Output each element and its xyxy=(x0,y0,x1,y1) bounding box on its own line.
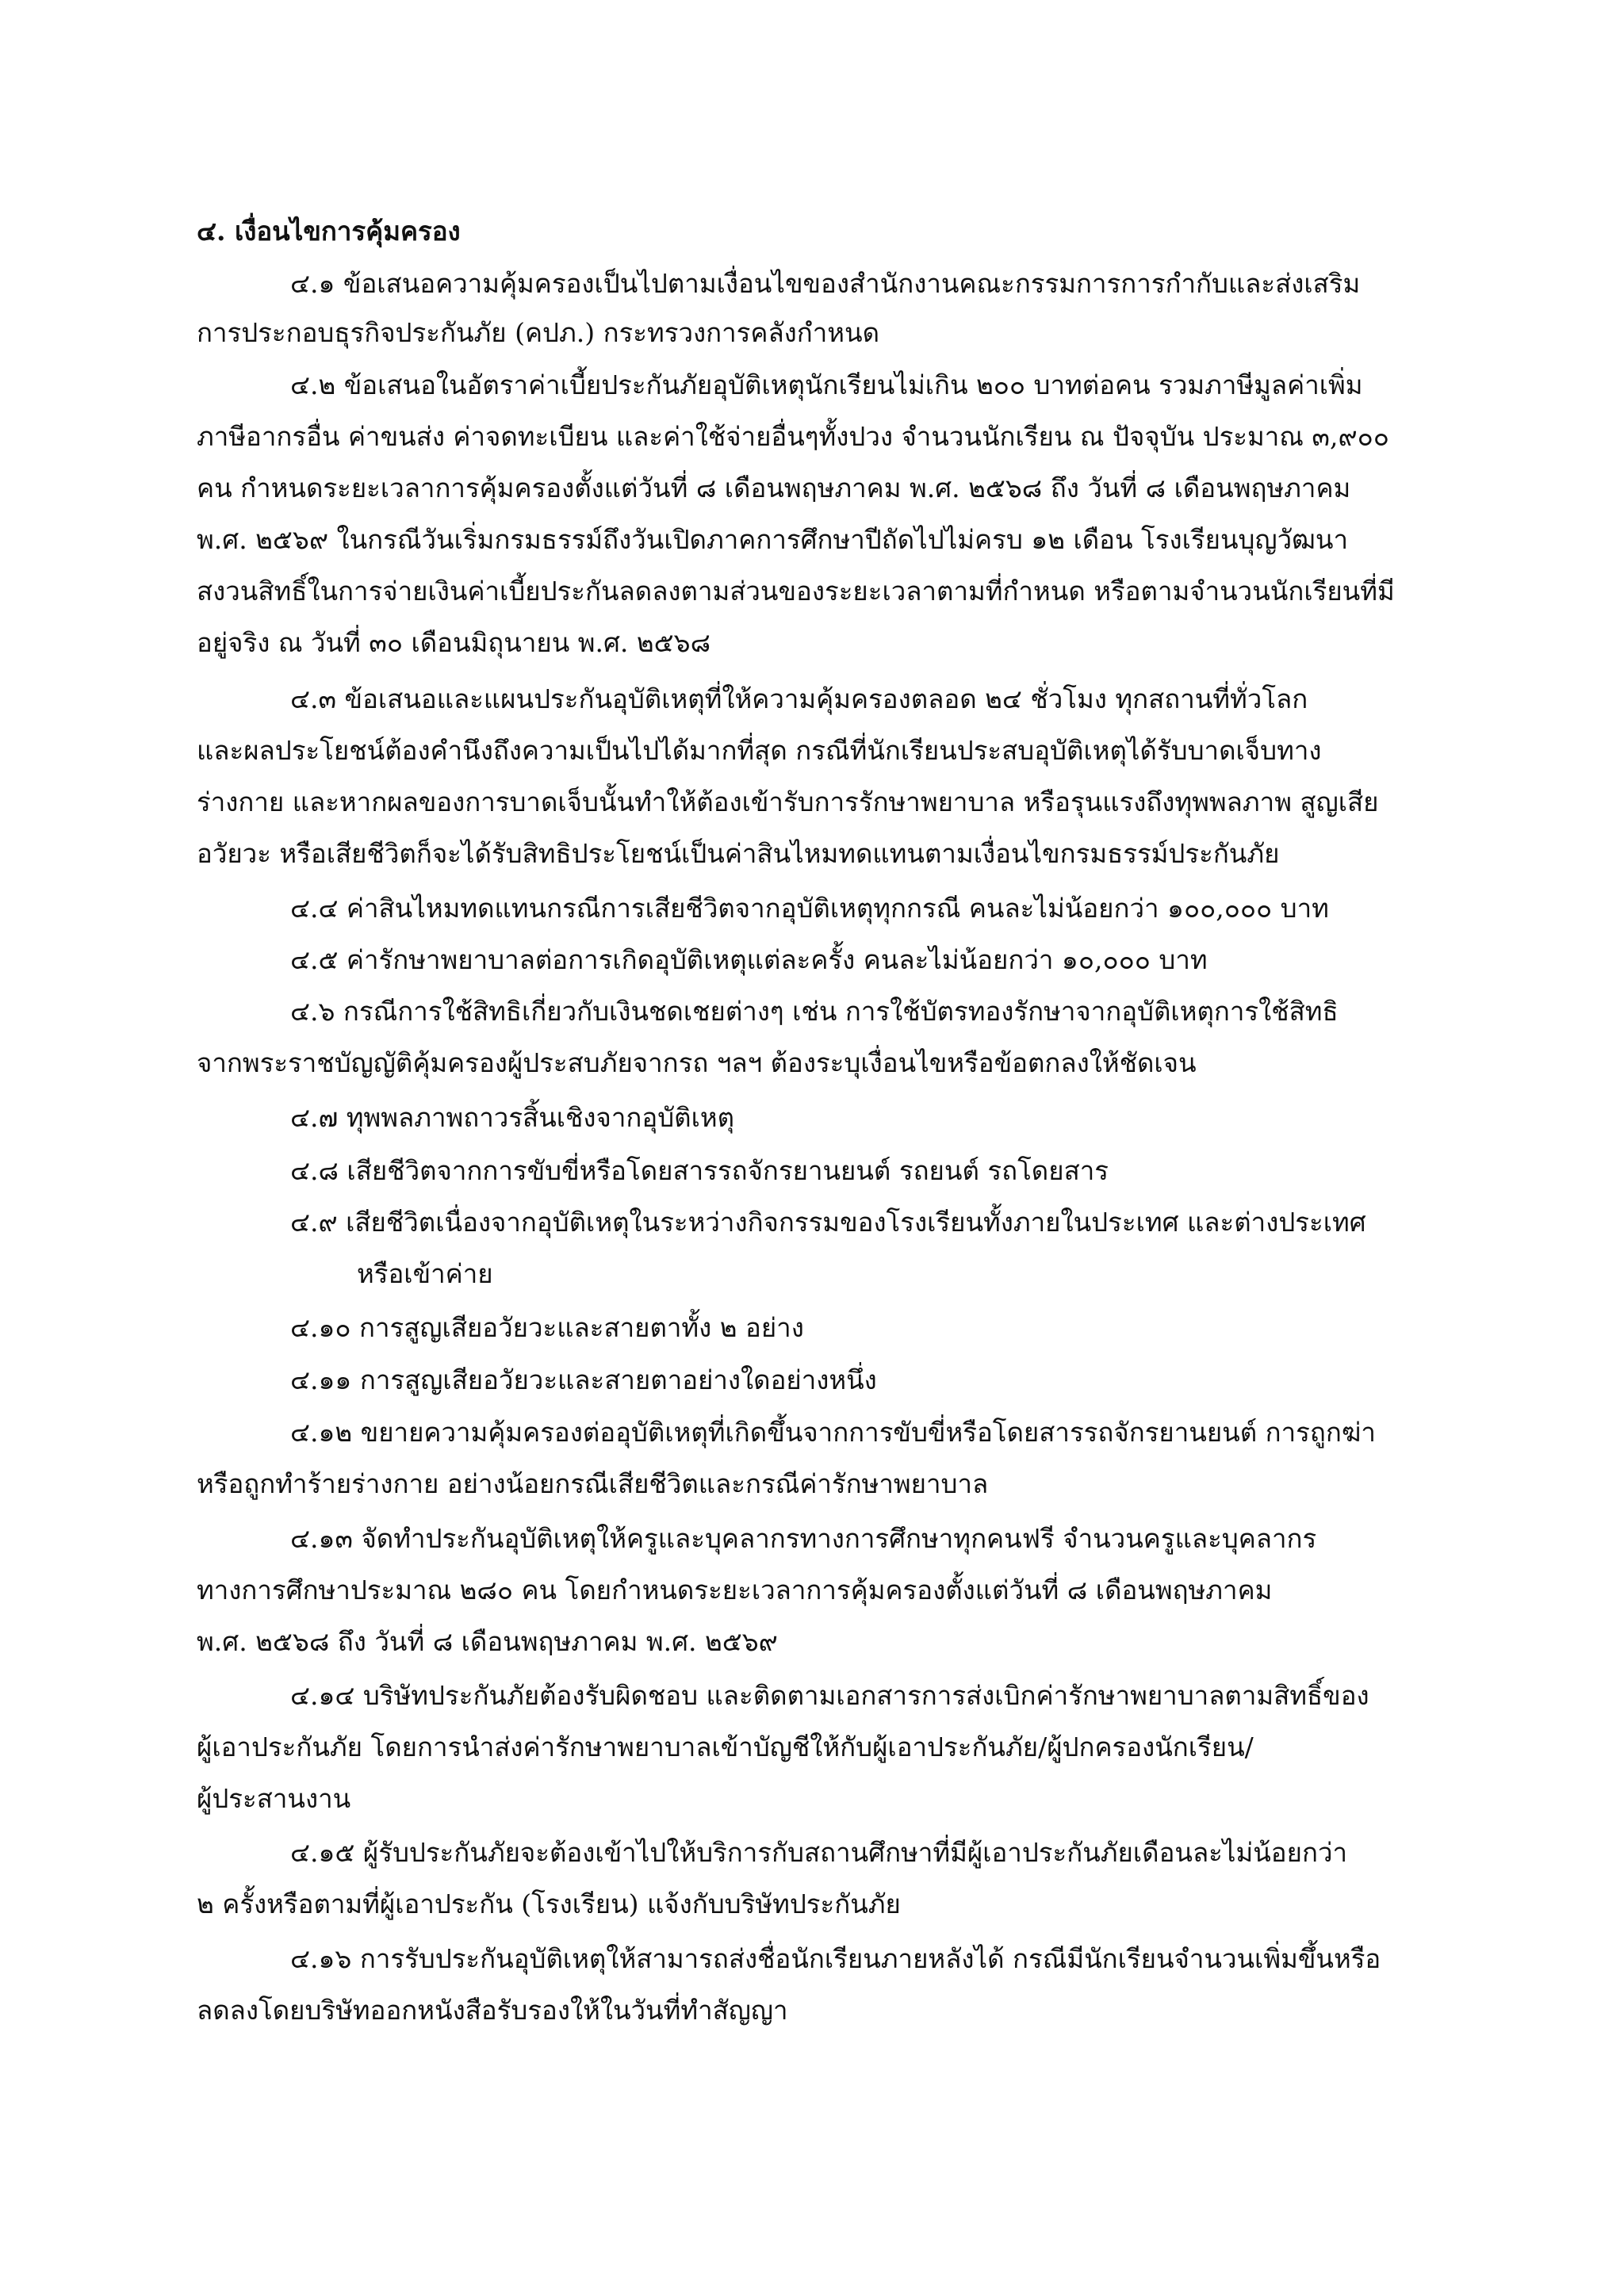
clause-4-3-line-4: อวัยวะ หรือเสียชีวิตก็จะได้รับสิทธิประโยชน์เป็นค่าสินไหมทดแทนตามเงื่อนไขกรมธรรม์ประกันภัย xyxy=(197,838,1280,869)
clause-4-2-line-4: พ.ศ. ๒๕๖๙ ในกรณีวันเริ่มกรมธรรม์ถึงวันเปิดภาคการศึกษาปีถัดไปไม่ครบ ๑๒ เดือน โรงเรียนบุญวัฒนา xyxy=(197,524,1348,555)
clause-4-16-line-1: ๔.๑๖ การรับประกันอุบัติเหตุให้สามารถส่งชื่อนักเรียนภายหลังได้ กรณีมีนักเรียนจำนวนเพิ่มขึ้นหรือ xyxy=(290,1943,1381,1974)
clause-4-1-line-1: ๔.๑ ข้อเสนอความคุ้มครองเป็นไปตามเงื่อนไขของสำนักงานคณะกรรมการการกำกับและส่งเสริม xyxy=(290,268,1361,299)
clause-4-9-line-1: ๔.๙ เสียชีวิตเนื่องจากอุบัติเหตุในระหว่างกิจกรรมของโรงเรียนทั้งภายในประเทศ และต่างประเทศ xyxy=(290,1207,1366,1238)
clause-4-15-line-2: ๒ ครั้งหรือตามที่ผู้เอาประกัน (โรงเรียน) แจ้งกับบริษัทประกันภัย xyxy=(197,1888,901,1919)
clause-4-14-line-3: ผู้ประสานงาน xyxy=(197,1783,351,1814)
clause-4-8: ๔.๘ เสียชีวิตจากการขับขี่หรือโดยสารรถจักรยานยนต์ รถยนต์ รถโดยสาร xyxy=(290,1155,1109,1186)
section-heading: ๔. เงื่อนไขการคุ้มครอง xyxy=(197,216,461,247)
clause-4-13-line-1: ๔.๑๓ จัดทำประกันอุบัติเหตุให้ครูและบุคลากรทางการศึกษาทุกคนฟรี จำนวนครูและบุคลากร xyxy=(290,1523,1317,1554)
clause-4-1-line-2: การประกอบธุรกิจประกันภัย (คปภ.) กระทรวงการคลังกำหนด xyxy=(197,317,880,348)
clause-4-2-line-6: อยู่จริง ณ วันที่ ๓๐ เดือนมิถุนายน พ.ศ. ๒๕๖๘ xyxy=(197,627,711,658)
clause-4-3-line-2: และผลประโยชน์ต้องคำนึงถึงความเป็นไปได้มากที่สุด กรณีที่นักเรียนประสบอุบัติเหตุได้รับบาดเจ็บทาง xyxy=(197,735,1322,766)
clause-4-13-line-3: พ.ศ. ๒๕๖๘ ถึง วันที่ ๘ เดือนพฤษภาคม พ.ศ. ๒๕๖๙ xyxy=(197,1626,778,1657)
clause-4-12-line-1: ๔.๑๒ ขยายความคุ้มครองต่ออุบัติเหตุที่เกิดขึ้นจากการขับขี่หรือโดยสารรถจักรยานยนต์ การถูกฆ่า xyxy=(290,1417,1376,1448)
clause-4-3-line-1: ๔.๓ ข้อเสนอและแผนประกันอุบัติเหตุที่ให้ความคุ้มครองตลอด ๒๔ ชั่วโมง ทุกสถานที่ทั่วโลก xyxy=(290,683,1308,714)
clause-4-11: ๔.๑๑ การสูญเสียอวัยวะและสายตาอย่างใดอย่างหนึ่ง xyxy=(290,1364,877,1395)
clause-4-2-line-5: สงวนสิทธิ์ในการจ่ายเงินค่าเบี้ยประกันลดลงตามส่วนของระยะเวลาตามที่กำหนด หรือตามจำนวนนักเรียนที่มี xyxy=(197,576,1395,607)
clause-4-4: ๔.๔ ค่าสินไหมทดแทนกรณีการเสียชีวิตจากอุบัติเหตุทุกกรณี คนละไม่น้อยกว่า ๑๐๐,๐๐๐ บาท xyxy=(290,893,1329,924)
clause-4-2-line-3: คน กำหนดระยะเวลาการคุ้มครองตั้งแต่วันที่ ๘ เดือนพฤษภาคม พ.ศ. ๒๕๖๘ ถึง วันที่ ๘ เดือนพฤษภาคม xyxy=(197,473,1351,503)
clause-4-3-line-3: ร่างกาย และหากผลของการบาดเจ็บนั้นทำให้ต้องเข้ารับการรักษาพยาบาล หรือรุนแรงถึงทุพพลภาพ สูญเสีย xyxy=(197,786,1379,817)
clause-4-13-line-2: ทางการศึกษาประมาณ ๒๘๐ คน โดยกำหนดระยะเวลาการคุ้มครองตั้งแต่วันที่ ๘ เดือนพฤษภาคม xyxy=(197,1575,1273,1605)
clause-4-12-line-2: หรือถูกทำร้ายร่างกาย อย่างน้อยกรณีเสียชีวิตและกรณีค่ารักษาพยาบาล xyxy=(197,1468,989,1499)
clause-4-2-line-1: ๔.๒ ข้อเสนอในอัตราค่าเบี้ยประกันภัยอุบัติเหตุนักเรียนไม่เกิน ๒๐๐ บาทต่อคน รวมภาษีมูลค่าเพิ่ม xyxy=(290,369,1363,400)
clause-4-9-line-2: หรือเข้าค่าย xyxy=(357,1258,493,1289)
clause-4-6-line-2: จากพระราชบัญญัติคุ้มครองผู้ประสบภัยจากรถ ฯลฯ ต้องระบุเงื่อนไขหรือข้อตกลงให้ชัดเจน xyxy=(197,1047,1197,1078)
clause-4-10: ๔.๑๐ การสูญเสียอวัยวะและสายตาทั้ง ๒ อย่าง xyxy=(290,1312,804,1343)
clause-4-6-line-1: ๔.๖ กรณีการใช้สิทธิเกี่ยวกับเงินชดเชยต่างๆ เช่น การใช้บัตรทองรักษาจากอุบัติเหตุการใช้สิทธิ xyxy=(290,996,1339,1027)
clause-4-15-line-1: ๔.๑๕ ผู้รับประกันภัยจะต้องเข้าไปให้บริการกับสถานศึกษาที่มีผู้เอาประกันภัยเดือนละไม่น้อยกว่า xyxy=(290,1837,1348,1868)
clause-4-5: ๔.๕ ค่ารักษาพยาบาลต่อการเกิดอุบัติเหตุแต่ละครั้ง คนละไม่น้อยกว่า ๑๐,๐๐๐ บาท xyxy=(290,944,1208,975)
clause-4-7: ๔.๗ ทุพพลภาพถาวรสิ้นเชิงจากอุบัติเหตุ xyxy=(290,1102,735,1133)
clause-4-2-line-2: ภาษีอากรอื่น ค่าขนส่ง ค่าจดทะเบียน และค่าใช้จ่ายอื่นๆทั้งปวง จำนวนนักเรียน ณ ปัจจุบัน ประมาณ ๓,๙๐๐ xyxy=(197,421,1389,452)
clause-4-14-line-2: ผู้เอาประกันภัย โดยการนำส่งค่ารักษาพยาบาลเข้าบัญชีให้กับผู้เอาประกันภัย/ผู้ปกครองนักเรียน/ xyxy=(197,1732,1254,1762)
clause-4-14-line-1: ๔.๑๔ บริษัทประกันภัยต้องรับผิดชอบ และติดตามเอกสารการส่งเบิกค่ารักษาพยาบาลตามสิทธิ์ของ xyxy=(290,1680,1369,1711)
clause-4-16-line-2: ลดลงโดยบริษัทออกหนังสือรับรองให้ในวันที่ทำสัญญา xyxy=(197,1995,788,2026)
